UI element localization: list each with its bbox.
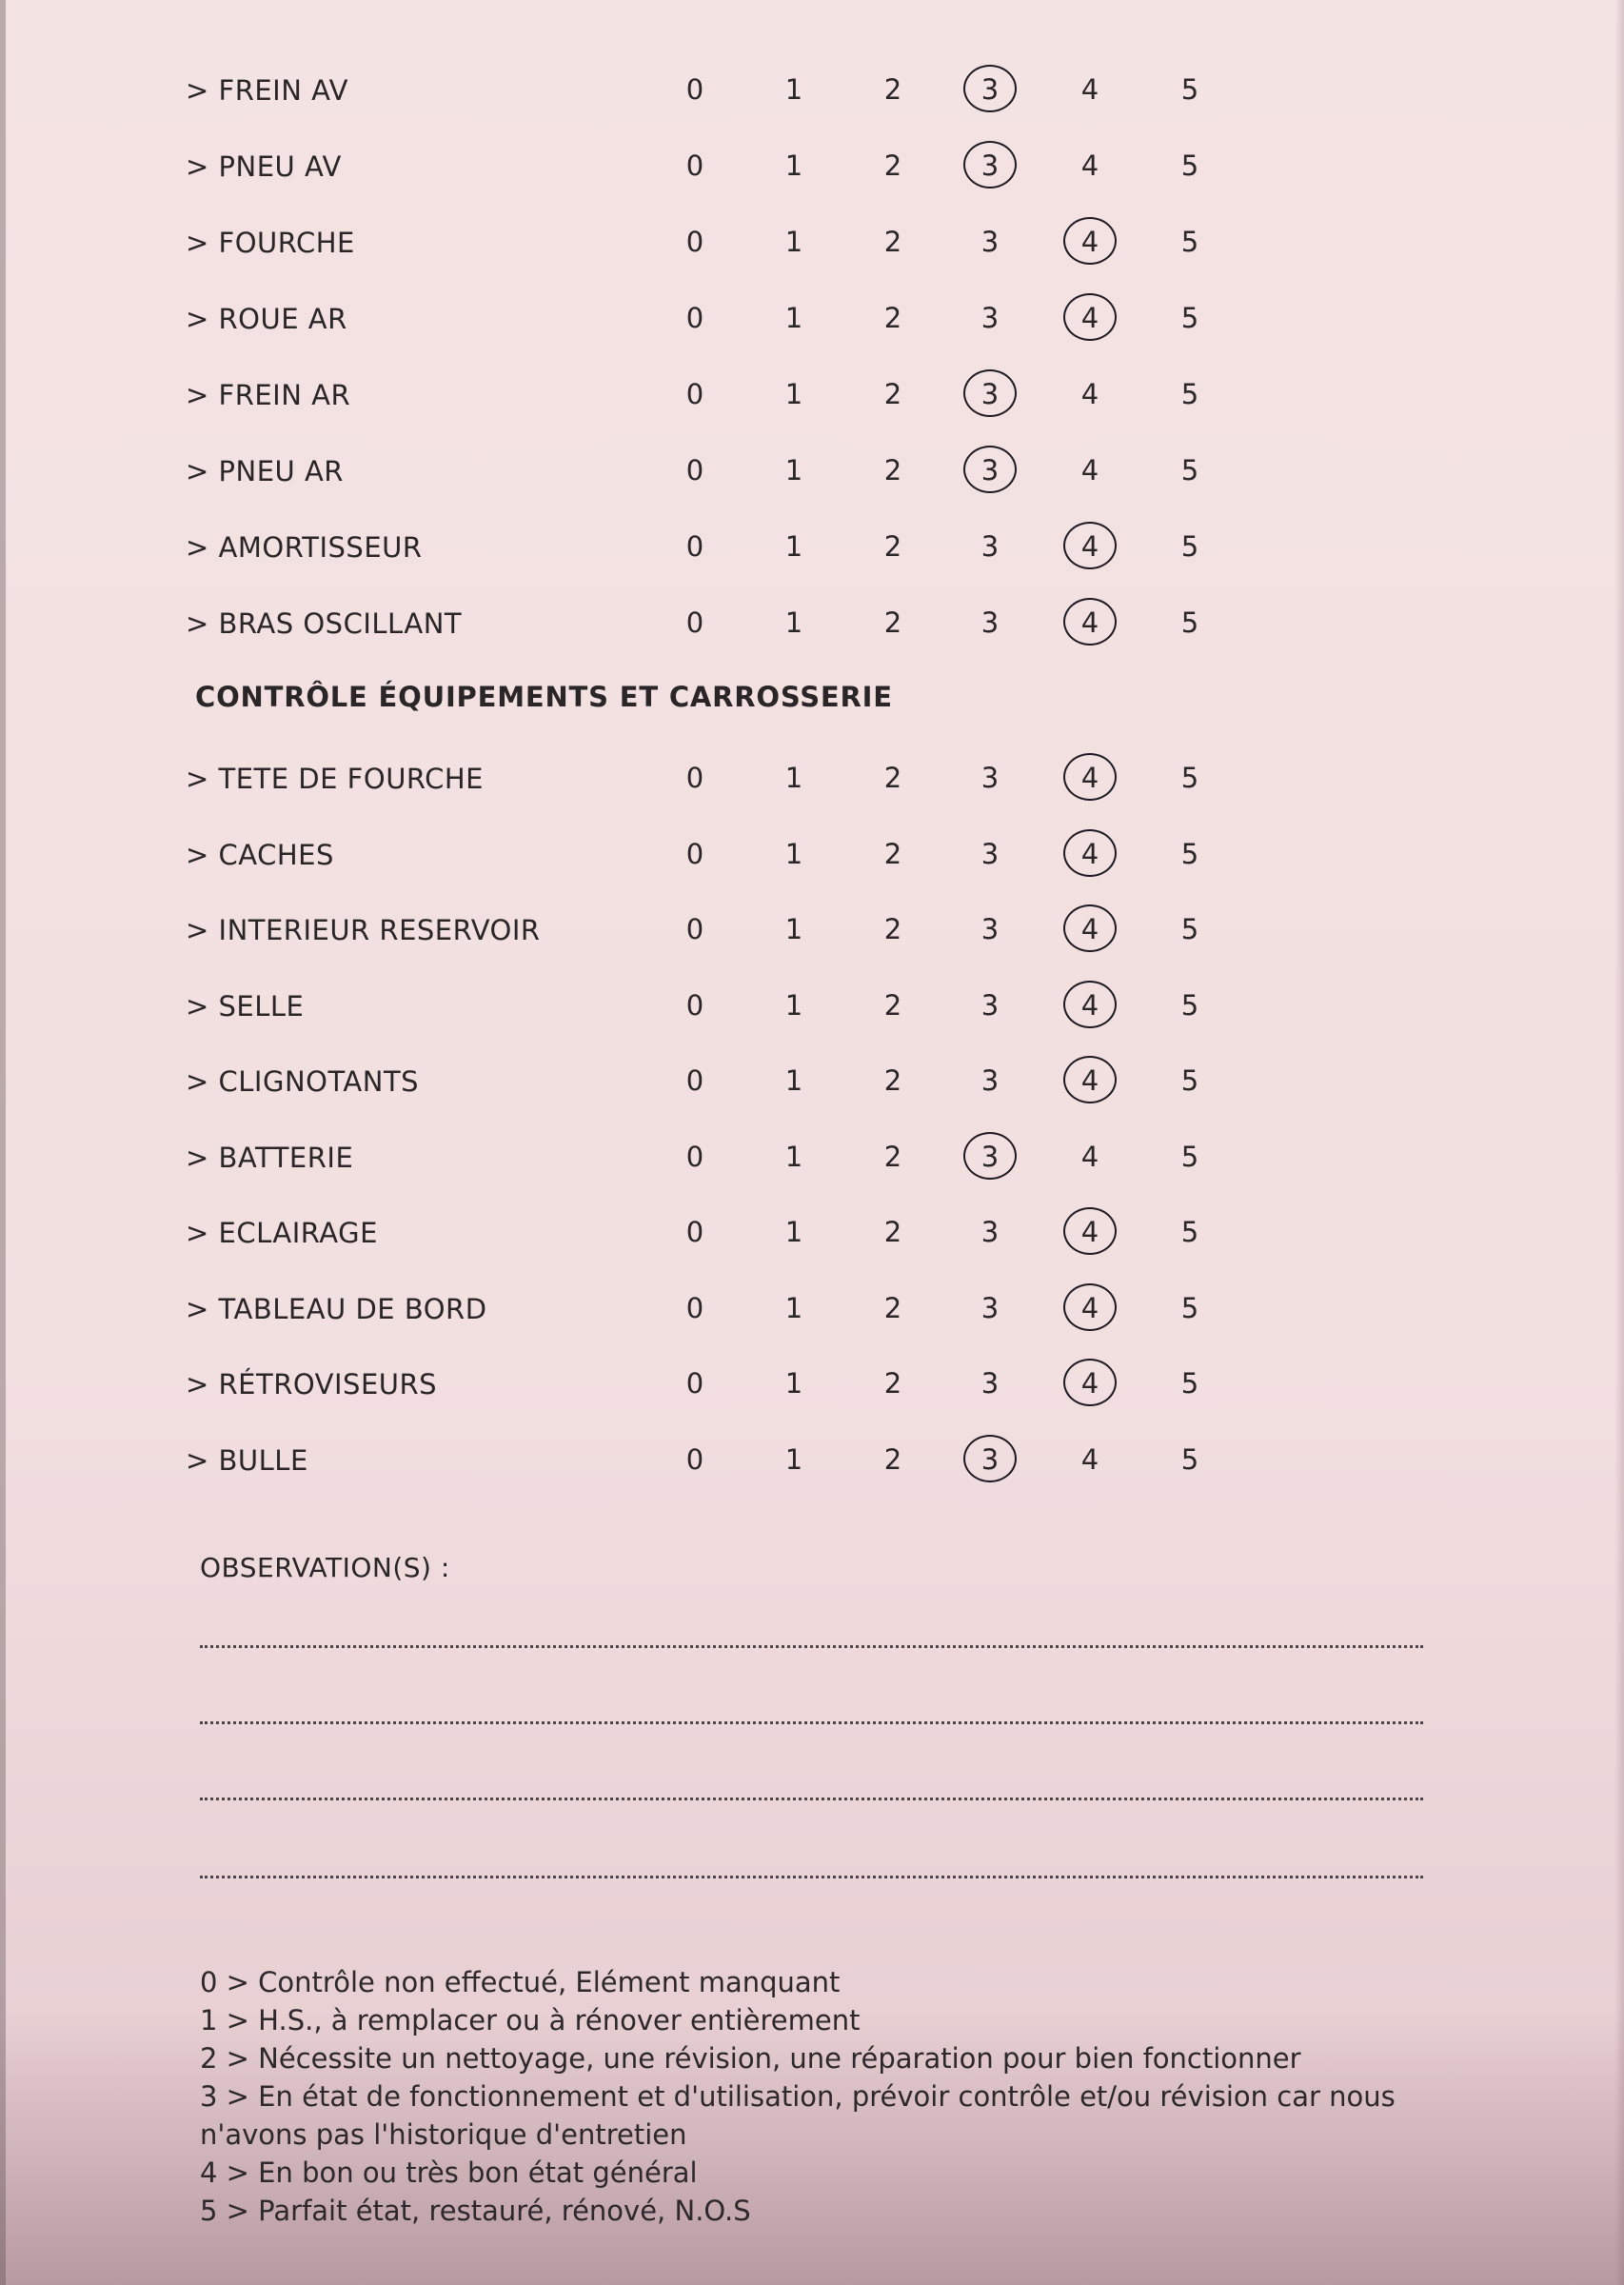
score-option[interactable]: 3 <box>980 1291 1000 1324</box>
rating-row-label: > INTERIEUR RESERVOIR <box>186 914 541 946</box>
score-option[interactable]: 5 <box>1180 1216 1199 1248</box>
score-option-circled[interactable]: 3 <box>961 1138 1019 1176</box>
score-option[interactable]: 0 <box>685 913 704 945</box>
score-option[interactable]: 2 <box>883 149 902 182</box>
page-right-edge <box>1614 0 1624 2285</box>
score-option[interactable]: 0 <box>685 1367 704 1400</box>
score-option-circled[interactable]: 4 <box>1061 1289 1119 1327</box>
score-option[interactable]: 2 <box>883 1140 902 1173</box>
score-option[interactable]: 1 <box>784 1367 803 1400</box>
rating-row-label: > SELLE <box>186 989 305 1023</box>
score-option[interactable]: 1 <box>784 302 803 334</box>
score-option[interactable]: 1 <box>784 1216 803 1248</box>
rating-row <box>186 297 1414 335</box>
score-option[interactable]: 5 <box>1180 1367 1199 1400</box>
score-option[interactable]: 2 <box>883 1367 902 1400</box>
score-option[interactable]: 3 <box>980 1064 1000 1097</box>
score-option[interactable]: 5 <box>1180 913 1199 945</box>
score-option[interactable]: 0 <box>685 378 704 410</box>
rating-row-label: > TETE DE FOURCHE <box>186 763 484 795</box>
score-option[interactable]: 1 <box>784 73 803 106</box>
rating-row-label: > AMORTISSEUR <box>186 531 423 564</box>
rating-row-label: > FREIN AR <box>186 379 351 411</box>
score-option[interactable]: 2 <box>883 1291 902 1324</box>
score-option[interactable]: 2 <box>883 454 902 487</box>
score-option[interactable]: 0 <box>685 1140 704 1173</box>
score-option[interactable]: 2 <box>883 606 902 639</box>
score-option[interactable]: 0 <box>685 988 704 1022</box>
score-option-circled[interactable]: 4 <box>1061 299 1119 337</box>
legend-item: 3 > En état de fonctionnement et d'utilisation, prévoir contrôle et/ou révision car nous n'avons pas l'historique d'entretien <box>200 2080 1396 2151</box>
score-option[interactable]: 0 <box>685 606 704 639</box>
rating-row <box>186 757 1414 795</box>
legend-item: 5 > Parfait état, restauré, rénové, N.O.S <box>200 2195 751 2227</box>
score-option[interactable]: 3 <box>980 988 1000 1022</box>
rating-row <box>186 1060 1414 1098</box>
score-option-circled[interactable]: 4 <box>1061 910 1119 948</box>
rating-row-label: > BATTERIE <box>186 1141 354 1174</box>
rating-row <box>186 373 1414 411</box>
rating-row <box>186 221 1414 259</box>
score-option[interactable]: 0 <box>685 302 704 334</box>
rating-row-label: > TABLEAU DE BORD <box>186 1292 487 1325</box>
score-option[interactable]: 1 <box>784 1140 803 1173</box>
legend-item: 0 > Contrôle non effectué, Elément manquant <box>200 1966 841 1998</box>
rating-row <box>186 908 1414 946</box>
score-option[interactable]: 5 <box>1180 73 1199 106</box>
score-option[interactable]: 3 <box>980 226 1000 258</box>
score-option[interactable]: 5 <box>1180 1442 1199 1476</box>
score-option[interactable]: 3 <box>980 913 1000 945</box>
score-option[interactable]: 5 <box>1180 837 1199 870</box>
rating-row <box>186 69 1414 107</box>
score-option[interactable]: 5 <box>1180 1064 1199 1097</box>
score-option-circled[interactable]: 4 <box>1061 986 1119 1024</box>
observation-line[interactable] <box>200 1798 1423 1800</box>
score-option[interactable]: 0 <box>685 1291 704 1324</box>
score-option-circled[interactable]: 4 <box>1061 223 1119 261</box>
score-option[interactable]: 4 <box>1080 454 1099 487</box>
score-option[interactable]: 4 <box>1080 1442 1099 1476</box>
score-option[interactable]: 0 <box>685 226 704 258</box>
score-option[interactable]: 3 <box>980 1367 1000 1400</box>
score-option[interactable]: 2 <box>883 988 902 1022</box>
rating-row <box>186 1362 1414 1401</box>
rating-row-label: > BRAS OSCILLANT <box>186 607 463 640</box>
score-option[interactable]: 0 <box>685 1064 704 1097</box>
rating-row <box>186 602 1414 640</box>
rating-row-label: > PNEU AV <box>186 150 342 183</box>
score-option[interactable]: 2 <box>883 1442 902 1476</box>
score-option-circled[interactable]: 3 <box>961 375 1019 413</box>
score-option-circled[interactable]: 4 <box>1061 527 1119 566</box>
score-option[interactable]: 0 <box>685 762 704 794</box>
rating-row-label: > BULLE <box>186 1443 308 1477</box>
score-option[interactable]: 4 <box>1080 149 1099 182</box>
rating-row <box>186 1136 1414 1174</box>
score-option[interactable]: 5 <box>1180 762 1199 794</box>
rating-row-label: > CLIGNOTANTS <box>186 1065 420 1098</box>
rating-row-label: > ROUE AR <box>186 303 347 335</box>
rating-row-label: > RÉTROVISEURS <box>186 1368 438 1401</box>
score-option-circled[interactable]: 3 <box>961 451 1019 489</box>
page-edge-shadow <box>0 0 6 2285</box>
observation-line[interactable] <box>200 1721 1423 1724</box>
score-option[interactable]: 5 <box>1180 226 1199 258</box>
score-option[interactable]: 0 <box>685 837 704 870</box>
score-option[interactable]: 2 <box>883 837 902 870</box>
score-option[interactable]: 0 <box>685 454 704 487</box>
rating-row-label: > ECLAIRAGE <box>186 1217 378 1249</box>
score-option[interactable]: 0 <box>685 1442 704 1476</box>
score-option[interactable]: 1 <box>784 1064 803 1097</box>
score-option[interactable]: 3 <box>980 762 1000 794</box>
score-option[interactable]: 2 <box>883 1216 902 1248</box>
observation-line[interactable] <box>200 1876 1423 1878</box>
score-option[interactable]: 3 <box>980 302 1000 334</box>
score-option[interactable]: 1 <box>784 454 803 487</box>
score-option[interactable]: 4 <box>1080 73 1099 106</box>
score-option[interactable]: 2 <box>883 1064 902 1097</box>
section-title-equipment: CONTRÔLE ÉQUIPEMENTS ET CARROSSERIE <box>195 681 893 713</box>
score-option[interactable]: 1 <box>784 1291 803 1324</box>
rating-row <box>186 984 1414 1023</box>
score-option[interactable]: 1 <box>784 530 803 563</box>
score-option[interactable]: 4 <box>1080 1140 1099 1173</box>
legend-item: 2 > Nécessite un nettoyage, une révision, une réparation pour bien fonctionner <box>200 2042 1301 2075</box>
score-option[interactable]: 5 <box>1180 302 1199 334</box>
score-option-circled[interactable]: 4 <box>1061 1364 1119 1402</box>
score-option[interactable]: 2 <box>883 762 902 794</box>
rating-row-label: > CACHES <box>186 838 334 871</box>
observations-label: OBSERVATION(S) : <box>200 1552 450 1583</box>
score-option-circled[interactable]: 4 <box>1061 835 1119 873</box>
rating-row <box>186 833 1414 871</box>
observation-line[interactable] <box>200 1645 1423 1648</box>
score-option[interactable]: 2 <box>883 913 902 945</box>
score-option[interactable]: 5 <box>1180 1291 1199 1324</box>
score-option[interactable]: 3 <box>980 1216 1000 1248</box>
score-option[interactable]: 1 <box>784 988 803 1022</box>
score-option[interactable]: 2 <box>883 73 902 106</box>
rating-row-label: > FREIN AV <box>186 74 348 107</box>
rating-row <box>186 145 1414 183</box>
score-option[interactable]: 3 <box>980 837 1000 870</box>
score-option[interactable]: 5 <box>1180 378 1199 410</box>
score-option-circled[interactable]: 4 <box>1061 1213 1119 1251</box>
rating-row-label: > PNEU AR <box>186 455 344 487</box>
score-option[interactable]: 0 <box>685 530 704 563</box>
score-option[interactable]: 2 <box>883 530 902 563</box>
score-option[interactable]: 1 <box>784 378 803 410</box>
rating-row <box>186 1211 1414 1249</box>
score-option[interactable]: 1 <box>784 606 803 639</box>
rating-row <box>186 1287 1414 1325</box>
score-option-circled[interactable]: 3 <box>961 70 1019 109</box>
score-option[interactable]: 1 <box>784 762 803 794</box>
score-option[interactable]: 0 <box>685 73 704 106</box>
score-option[interactable]: 3 <box>980 530 1000 563</box>
score-option[interactable]: 2 <box>883 378 902 410</box>
score-option[interactable]: 5 <box>1180 1140 1199 1173</box>
legend-item: 4 > En bon ou très bon état général <box>200 2156 698 2189</box>
rating-row <box>186 1439 1414 1477</box>
score-option[interactable]: 5 <box>1180 606 1199 639</box>
score-option[interactable]: 2 <box>883 302 902 334</box>
rating-legend <box>200 1963 1437 2230</box>
score-option[interactable]: 5 <box>1180 988 1199 1022</box>
score-option-circled[interactable]: 3 <box>961 1441 1019 1479</box>
rating-row <box>186 526 1414 564</box>
score-option-circled[interactable]: 4 <box>1061 759 1119 797</box>
score-option[interactable]: 1 <box>784 913 803 945</box>
score-option[interactable]: 0 <box>685 149 704 182</box>
score-option-circled[interactable]: 4 <box>1061 604 1119 642</box>
score-option[interactable]: 1 <box>784 837 803 870</box>
score-option[interactable]: 4 <box>1080 378 1099 410</box>
score-option-circled[interactable]: 3 <box>961 147 1019 185</box>
score-option[interactable]: 3 <box>980 606 1000 639</box>
rating-row <box>186 449 1414 487</box>
score-option[interactable]: 1 <box>784 1442 803 1476</box>
score-option[interactable]: 5 <box>1180 454 1199 487</box>
score-option[interactable]: 1 <box>784 149 803 182</box>
rating-row-label: > FOURCHE <box>186 227 355 259</box>
score-option[interactable]: 0 <box>685 1216 704 1248</box>
legend-item: 1 > H.S., à remplacer ou à rénover entièrement <box>200 2004 861 2037</box>
score-option[interactable]: 5 <box>1180 530 1199 563</box>
score-option[interactable]: 5 <box>1180 149 1199 182</box>
score-option-circled[interactable]: 4 <box>1061 1062 1119 1100</box>
score-option[interactable]: 2 <box>883 226 902 258</box>
score-option[interactable]: 1 <box>784 226 803 258</box>
